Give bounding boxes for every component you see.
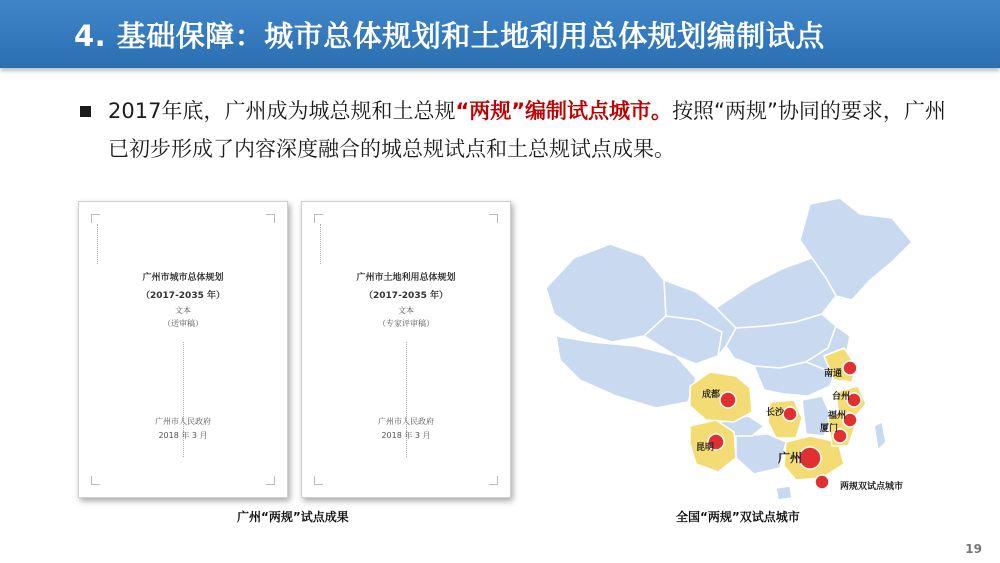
xiamen-label: 厦门 xyxy=(820,424,839,434)
document-issuer: 广州市人民政府 xyxy=(155,417,211,426)
crop-mark xyxy=(266,476,275,485)
document-status: （送审稿） xyxy=(163,319,203,328)
map-caption: 全国“两规”双试点城市 xyxy=(676,510,800,524)
hainan-island xyxy=(776,486,792,500)
document-status: （专家评审稿） xyxy=(378,319,434,328)
bullet-highlight: “两规”编制试点城市。 xyxy=(455,99,673,123)
document-type: 文本 xyxy=(398,306,414,315)
document-title: 广州市土地利用总体规划 xyxy=(356,273,456,283)
crop-mark xyxy=(489,214,498,223)
changsha-label: 长沙 xyxy=(766,408,785,418)
nantong-label: 南通 xyxy=(824,369,843,379)
kunming-label: 昆明 xyxy=(696,443,715,453)
legend-marker xyxy=(815,475,829,489)
slide-title: 4. 基础保障：城市总体规划和土地利用总体规划编制试点 xyxy=(74,19,825,53)
documents-caption: 广州“两规”试点成果 xyxy=(237,510,349,524)
fuzhou-label: 福州 xyxy=(828,411,847,421)
guangzhou-label: 广州 xyxy=(778,451,803,465)
legend-label: 两规双试点城市 xyxy=(840,482,904,492)
document-date: 2018 年 3 月 xyxy=(381,431,431,440)
changsha-marker xyxy=(783,407,797,421)
title-bar xyxy=(0,0,1000,68)
bullet-paragraph xyxy=(108,92,950,168)
taiwan-island xyxy=(874,422,886,450)
crop-mark xyxy=(314,476,323,485)
crop-mark xyxy=(266,214,275,223)
crop-mark xyxy=(91,214,100,223)
margin-dots xyxy=(320,224,321,264)
chengdu-marker xyxy=(720,392,736,408)
document-issuer: 广州市人民政府 xyxy=(378,417,434,426)
crop-mark xyxy=(489,476,498,485)
document-type: 文本 xyxy=(175,306,191,315)
crop-mark xyxy=(314,214,323,223)
bullet-text-start: 2017年底，广州成为城总规和土总规 xyxy=(108,99,456,123)
crop-mark xyxy=(91,476,100,485)
taizhou-label: 台州 xyxy=(832,392,851,402)
document-cover-urban-plan xyxy=(78,201,288,498)
document-period: （2017-2035 年） xyxy=(141,291,225,301)
china-map xyxy=(540,196,940,506)
guangzhou-marker xyxy=(799,447,821,469)
chengdu-label: 成都 xyxy=(702,390,721,400)
document-period: （2017-2035 年） xyxy=(364,291,448,301)
bullet-icon xyxy=(80,106,91,117)
nantong-marker xyxy=(843,361,857,375)
bullet-text-end: 按照“两规”协同的要求，广州已初步形成了内容深度融合的城总规试点和土总规试点成果。 xyxy=(108,99,946,161)
document-date: 2018 年 3 月 xyxy=(158,431,208,440)
document-title: 广州市城市总体规划 xyxy=(142,273,224,283)
margin-dots xyxy=(97,224,98,264)
xinjiang-region xyxy=(546,244,666,342)
document-cover-land-plan xyxy=(301,201,511,498)
page-number: 19 xyxy=(965,542,982,556)
